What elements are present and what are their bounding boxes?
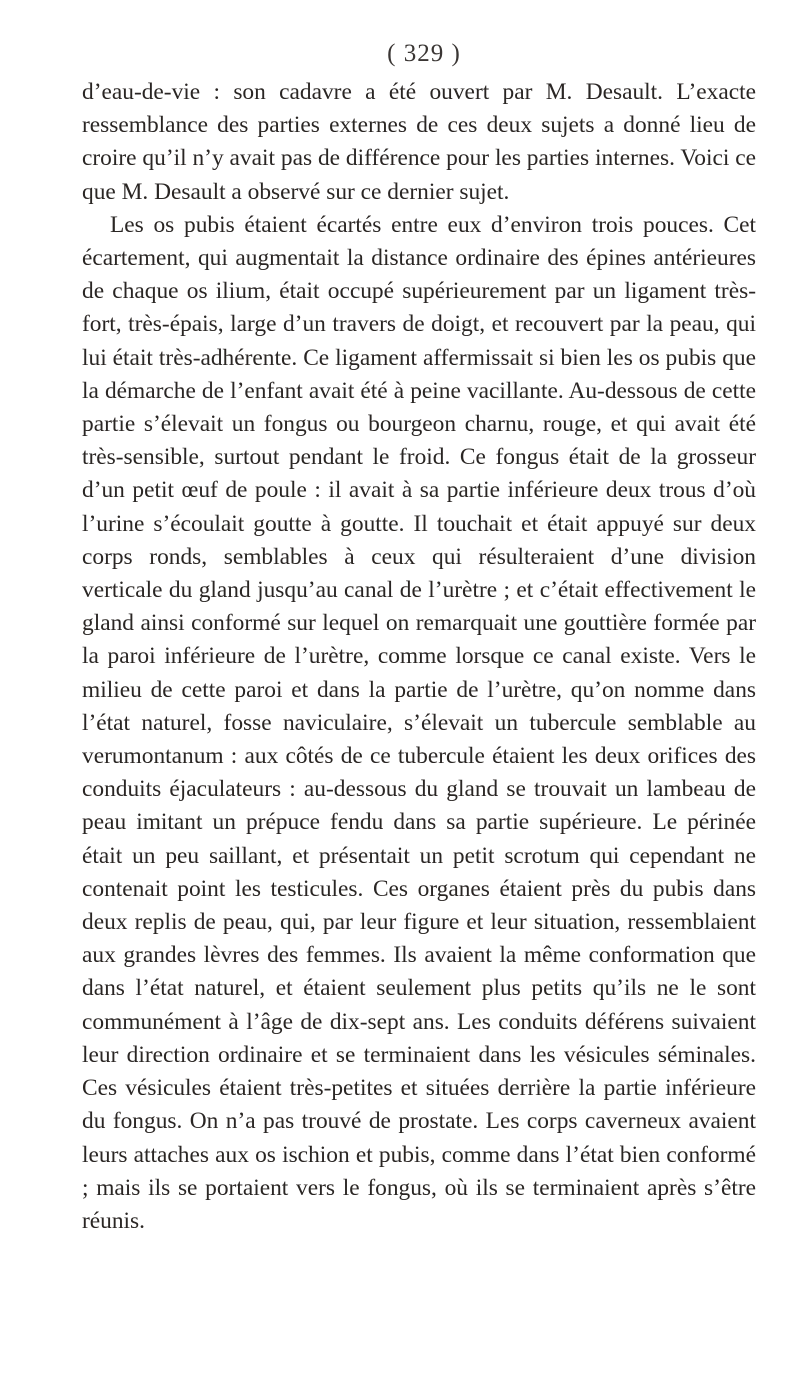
- paragraph-2: Les os pubis étaient écartés entre eux d’environ trois pouces. Cet écartement, qui augmentait la distance ordinaire des épines antérieures de chaque os ilium, était occupé supérieurement par un ligament très-fort, très-épais, large d’un travers de doigt, et recouvert par la peau, qui lui était très-adhérente. Ce ligament affermissait si bien les os pubis que la démarche de l’enfant avait été à peine vacillante. Au-dessous de cette partie s’élevait un fongus ou bourgeon charnu, rouge, et qui avait été très-sensible, surtout pendant le froid. Ce fongus était de la grosseur d’un petit œuf de poule : il avait à sa partie inférieure deux trous d’où l’urine s’écoulait goutte à goutte. Il touchait et était appuyé sur deux corps ronds, semblables à ceux qui résulteraient d’une division verticale du gland jusqu’au canal de l’urètre ; et c’était effectivement le gland ainsi conformé sur lequel on remarquait une gouttière formée par la paroi inférieure de l’urètre, comme lorsque ce canal existe. Vers le milieu de cette paroi et dans la partie de l’urètre, qu’on nomme dans l’état naturel, fosse naviculaire, s’élevait un tubercule semblable au verumontanum : aux côtés de ce tubercule étaient les deux orifices des conduits éjaculateurs : au-dessous du gland se trouvait un lambeau de peau imitant un prépuce fendu dans sa partie supérieure. Le périnée était un peu saillant, et présentait un petit scrotum qui cependant ne contenait point les testicules. Ces organes étaient près du pubis dans deux replis de peau, qui, par leur figure et leur situation, ressemblaient aux grandes lèvres des femmes. Ils avaient la même conformation que dans l’état naturel, et étaient seulement plus petits qu’ils ne le sont communément à l’âge de dix-sept ans. Les conduits déférens suivaient leur direction ordinaire et se terminaient dans les vésicules séminales. Ces vésicules étaient très-petites et situées derrière la partie inférieure du fongus. On n’a pas trouvé de prostate. Les corps caverneux avaient leurs attaches aux os ischion et pubis, comme dans l’état bien conformé ; mais ils se portaient vers le fongus, où ils se terminaient après s’être réunis.: [82, 211, 756, 1234]
- page-number: ( 329 ): [387, 40, 461, 67]
- paragraph-1: d’eau-de-vie : son cadavre a été ouvert par M. Desault. L’exacte ressemblance des parties externes de ces deux sujets a donné lieu de croire qu’il n’y avait pas de différence pour les parties internes. Voici ce que M. Desault a observé sur ce dernier sujet.: [82, 79, 756, 205]
- body-text: [82, 76, 756, 1238]
